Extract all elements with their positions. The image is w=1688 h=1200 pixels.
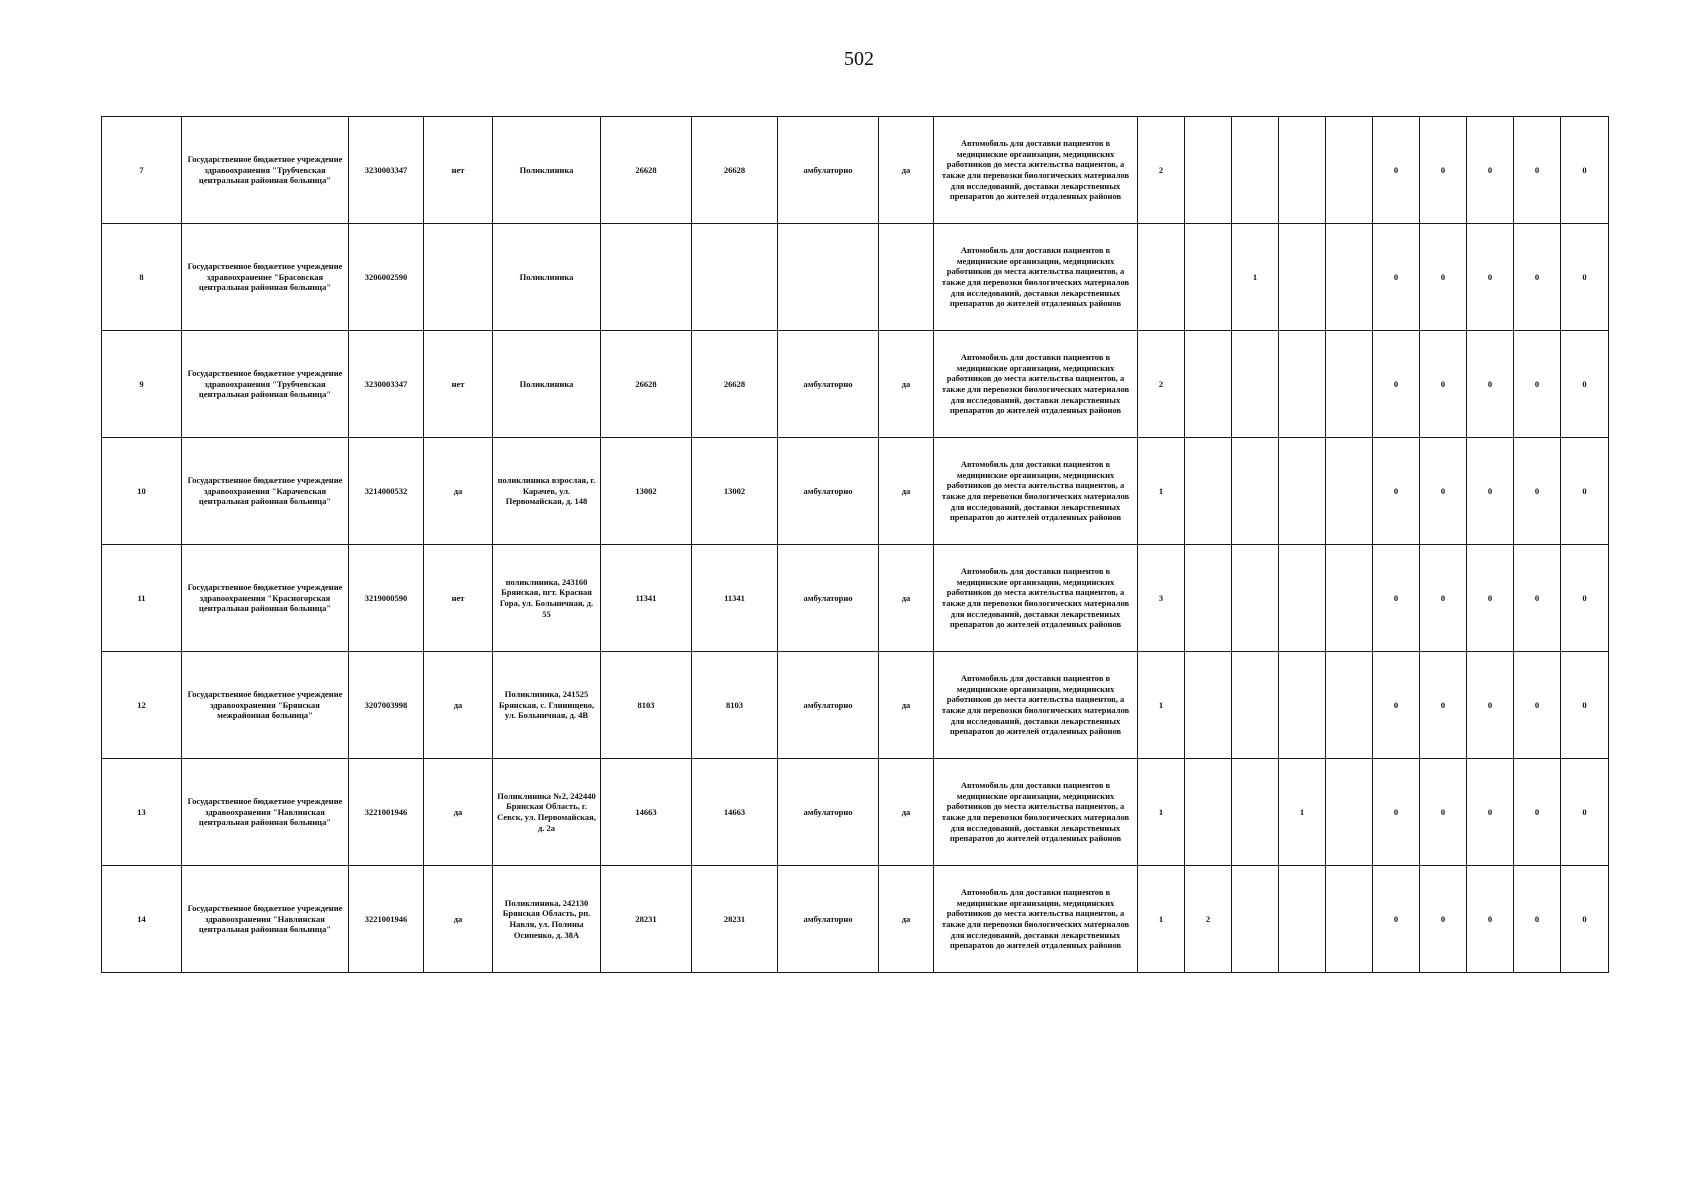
inn-code: 3230003347	[349, 117, 424, 224]
facility-address: Поликлиника №2, 242440 Брянская Область, г. Севск, ул. Первомайская, д. 2а	[493, 759, 601, 866]
vehicle-purpose: Автомобиль для доставки пациентов в медицинские организации, медицинских работников до места жительства пациентов, а также для перевозки биологических материалов для исследований, доставки лекарственных препаратов до жителей отдаленных районов	[934, 117, 1138, 224]
count-cell-1: 1	[1138, 866, 1185, 973]
count-cell-4	[1279, 438, 1326, 545]
flag-cell: нет	[424, 117, 493, 224]
table-row	[102, 545, 1609, 652]
value-cell-2: 0	[1420, 759, 1467, 866]
flag-cell-2: да	[879, 438, 934, 545]
facility-address: поликлиника взрослая, г. Карачев, ул. Первомайская, д. 148	[493, 438, 601, 545]
facility-address: Поликлиника, 242130 Брянская Область, рп. Навля, ул. Полины Осипенко, д. 38А	[493, 866, 601, 973]
table-row	[102, 866, 1609, 973]
count-cell-1: 1	[1138, 438, 1185, 545]
vehicle-purpose: Автомобиль для доставки пациентов в медицинские организации, медицинских работников до места жительства пациентов, а также для перевозки биологических материалов для исследований, доставки лекарственных препаратов до жителей отдаленных районов	[934, 438, 1138, 545]
facility-address: Поликлиника	[493, 331, 601, 438]
population-count: 11341	[601, 545, 692, 652]
value-cell-3: 0	[1467, 652, 1514, 759]
facility-address: поликлиника, 243160 Брянская, пгт. Красная Гора, ул. Больничная, д. 55	[493, 545, 601, 652]
table-row	[102, 117, 1609, 224]
care-mode: амбулаторно	[778, 331, 879, 438]
vehicle-purpose: Автомобиль для доставки пациентов в медицинские организации, медицинских работников до места жительства пациентов, а также для перевозки биологических материалов для исследований, доставки лекарственных препаратов до жителей отдаленных районов	[934, 759, 1138, 866]
value-cell-4: 0	[1514, 866, 1561, 973]
care-mode: амбулаторно	[778, 438, 879, 545]
row-number: 9	[102, 331, 182, 438]
count-cell-4	[1279, 545, 1326, 652]
value-cell-3: 0	[1467, 331, 1514, 438]
count-cell-5	[1326, 545, 1373, 652]
facility-address: Поликлиника	[493, 117, 601, 224]
population-count	[601, 224, 692, 331]
organization-name: Государственное бюджетное учреждение здравоохранения "Брянская межрайонная больница"	[182, 652, 349, 759]
population-count: 26628	[601, 117, 692, 224]
value-cell-3: 0	[1467, 438, 1514, 545]
inn-code: 3214000532	[349, 438, 424, 545]
care-mode: амбулаторно	[778, 759, 879, 866]
count-cell-1: 2	[1138, 117, 1185, 224]
count-cell-3	[1232, 545, 1279, 652]
count-cell-5	[1326, 224, 1373, 331]
count-cell-4	[1279, 652, 1326, 759]
count-cell-3	[1232, 652, 1279, 759]
row-number: 12	[102, 652, 182, 759]
flag-cell-2: да	[879, 866, 934, 973]
inn-code: 3221001946	[349, 759, 424, 866]
value-cell-4: 0	[1514, 224, 1561, 331]
row-number: 11	[102, 545, 182, 652]
population-count: 28231	[601, 866, 692, 973]
value-cell-3: 0	[1467, 117, 1514, 224]
row-number: 7	[102, 117, 182, 224]
population-count: 14663	[601, 759, 692, 866]
organization-name: Государственное бюджетное учреждение здравоохранения "Красногорская центральная районная больница"	[182, 545, 349, 652]
flag-cell-2: да	[879, 117, 934, 224]
count-cell-2	[1185, 759, 1232, 866]
row-number: 14	[102, 866, 182, 973]
care-mode	[778, 224, 879, 331]
count-cell-4	[1279, 224, 1326, 331]
population-count: 8103	[601, 652, 692, 759]
value-cell-4: 0	[1514, 545, 1561, 652]
value-cell-2: 0	[1420, 117, 1467, 224]
value-cell-5: 0	[1561, 866, 1609, 973]
flag-cell: да	[424, 759, 493, 866]
value-cell-5: 0	[1561, 117, 1609, 224]
table-row	[102, 224, 1609, 331]
inn-code: 3221001946	[349, 866, 424, 973]
population-count-2: 26628	[692, 331, 778, 438]
count-cell-5	[1326, 331, 1373, 438]
value-cell-5: 0	[1561, 652, 1609, 759]
count-cell-4	[1279, 866, 1326, 973]
vehicle-purpose: Автомобиль для доставки пациентов в медицинские организации, медицинских работников до места жительства пациентов, а также для перевозки биологических материалов для исследований, доставки лекарственных препаратов до жителей отдаленных районов	[934, 652, 1138, 759]
facility-address: Поликлиника, 241525 Брянская, с. Глинищево, ул. Больничная, д. 4В	[493, 652, 601, 759]
organization-name: Государственное бюджетное учреждение здравоохранения "Навлинская центральная районная больница"	[182, 866, 349, 973]
flag-cell-2: да	[879, 331, 934, 438]
value-cell-5: 0	[1561, 759, 1609, 866]
flag-cell: нет	[424, 545, 493, 652]
count-cell-5	[1326, 117, 1373, 224]
population-count-2: 13002	[692, 438, 778, 545]
value-cell-4: 0	[1514, 652, 1561, 759]
count-cell-3	[1232, 759, 1279, 866]
value-cell-1: 0	[1373, 866, 1420, 973]
count-cell-2	[1185, 224, 1232, 331]
count-cell-1: 2	[1138, 331, 1185, 438]
table-row	[102, 652, 1609, 759]
count-cell-3	[1232, 438, 1279, 545]
value-cell-1: 0	[1373, 438, 1420, 545]
vehicle-purpose: Автомобиль для доставки пациентов в медицинские организации, медицинских работников до места жительства пациентов, а также для перевозки биологических материалов для исследований, доставки лекарственных препаратов до жителей отдаленных районов	[934, 331, 1138, 438]
page-number: 502	[844, 48, 874, 70]
count-cell-1	[1138, 224, 1185, 331]
value-cell-3: 0	[1467, 866, 1514, 973]
value-cell-3: 0	[1467, 224, 1514, 331]
value-cell-2: 0	[1420, 438, 1467, 545]
row-number: 13	[102, 759, 182, 866]
count-cell-1: 1	[1138, 652, 1185, 759]
inn-code: 3206002590	[349, 224, 424, 331]
row-number: 10	[102, 438, 182, 545]
count-cell-3	[1232, 117, 1279, 224]
value-cell-1: 0	[1373, 652, 1420, 759]
value-cell-3: 0	[1467, 545, 1514, 652]
row-number: 8	[102, 224, 182, 331]
population-count-2: 14663	[692, 759, 778, 866]
value-cell-2: 0	[1420, 224, 1467, 331]
value-cell-3: 0	[1467, 759, 1514, 866]
vehicle-purpose: Автомобиль для доставки пациентов в медицинские организации, медицинских работников до места жительства пациентов, а также для перевозки биологических материалов для исследований, доставки лекарственных препаратов до жителей отдаленных районов	[934, 224, 1138, 331]
count-cell-2	[1185, 438, 1232, 545]
inn-code: 3207003998	[349, 652, 424, 759]
value-cell-1: 0	[1373, 759, 1420, 866]
flag-cell: да	[424, 652, 493, 759]
care-mode: амбулаторно	[778, 652, 879, 759]
flag-cell-2: да	[879, 759, 934, 866]
count-cell-4: 1	[1279, 759, 1326, 866]
value-cell-2: 0	[1420, 331, 1467, 438]
value-cell-5: 0	[1561, 545, 1609, 652]
value-cell-4: 0	[1514, 759, 1561, 866]
value-cell-2: 0	[1420, 545, 1467, 652]
organization-name: Государственное бюджетное учреждение здравоохранение "Брасовская центральная районная больница"	[182, 224, 349, 331]
organization-name: Государственное бюджетное учреждение здравоохранения "Карачевская центральная районная больница"	[182, 438, 349, 545]
organization-name: Государственное бюджетное учреждение здравоохранения "Трубчевская центральная районная больница"	[182, 331, 349, 438]
count-cell-2: 2	[1185, 866, 1232, 973]
care-mode: амбулаторно	[778, 866, 879, 973]
population-count: 26628	[601, 331, 692, 438]
care-mode: амбулаторно	[778, 117, 879, 224]
count-cell-3: 1	[1232, 224, 1279, 331]
value-cell-4: 0	[1514, 438, 1561, 545]
population-count-2: 8103	[692, 652, 778, 759]
value-cell-5: 0	[1561, 224, 1609, 331]
value-cell-5: 0	[1561, 438, 1609, 545]
table-row	[102, 331, 1609, 438]
vehicle-purpose: Автомобиль для доставки пациентов в медицинские организации, медицинских работников до места жительства пациентов, а также для перевозки биологических материалов для исследований, доставки лекарственных препаратов до жителей отдаленных районов	[934, 866, 1138, 973]
facility-address: Поликлиника	[493, 224, 601, 331]
value-cell-2: 0	[1420, 866, 1467, 973]
flag-cell-2	[879, 224, 934, 331]
inn-code: 3219000590	[349, 545, 424, 652]
population-count-2: 26628	[692, 117, 778, 224]
value-cell-4: 0	[1514, 117, 1561, 224]
flag-cell-2: да	[879, 545, 934, 652]
vehicle-allocation-table	[101, 116, 1609, 973]
population-count: 13002	[601, 438, 692, 545]
table-row	[102, 438, 1609, 545]
value-cell-1: 0	[1373, 117, 1420, 224]
organization-name: Государственное бюджетное учреждение здравоохранения "Навлинская центральная районная больница"	[182, 759, 349, 866]
vehicle-purpose: Автомобиль для доставки пациентов в медицинские организации, медицинских работников до места жительства пациентов, а также для перевозки биологических материалов для исследований, доставки лекарственных препаратов до жителей отдаленных районов	[934, 545, 1138, 652]
count-cell-2	[1185, 331, 1232, 438]
flag-cell: да	[424, 866, 493, 973]
count-cell-3	[1232, 331, 1279, 438]
flag-cell: нет	[424, 331, 493, 438]
value-cell-1: 0	[1373, 545, 1420, 652]
count-cell-5	[1326, 866, 1373, 973]
flag-cell	[424, 224, 493, 331]
count-cell-4	[1279, 331, 1326, 438]
inn-code: 3230003347	[349, 331, 424, 438]
count-cell-2	[1185, 652, 1232, 759]
count-cell-2	[1185, 545, 1232, 652]
count-cell-2	[1185, 117, 1232, 224]
value-cell-5: 0	[1561, 331, 1609, 438]
count-cell-4	[1279, 117, 1326, 224]
count-cell-5	[1326, 652, 1373, 759]
population-count-2	[692, 224, 778, 331]
count-cell-1: 1	[1138, 759, 1185, 866]
count-cell-5	[1326, 759, 1373, 866]
value-cell-1: 0	[1373, 331, 1420, 438]
flag-cell: да	[424, 438, 493, 545]
flag-cell-2: да	[879, 652, 934, 759]
population-count-2: 28231	[692, 866, 778, 973]
value-cell-2: 0	[1420, 652, 1467, 759]
organization-name: Государственное бюджетное учреждение здравоохранения "Трубчевская центральная районная больница"	[182, 117, 349, 224]
value-cell-4: 0	[1514, 331, 1561, 438]
value-cell-1: 0	[1373, 224, 1420, 331]
count-cell-1: 3	[1138, 545, 1185, 652]
count-cell-3	[1232, 866, 1279, 973]
table-row	[102, 759, 1609, 866]
care-mode: амбулаторно	[778, 545, 879, 652]
count-cell-5	[1326, 438, 1373, 545]
population-count-2: 11341	[692, 545, 778, 652]
